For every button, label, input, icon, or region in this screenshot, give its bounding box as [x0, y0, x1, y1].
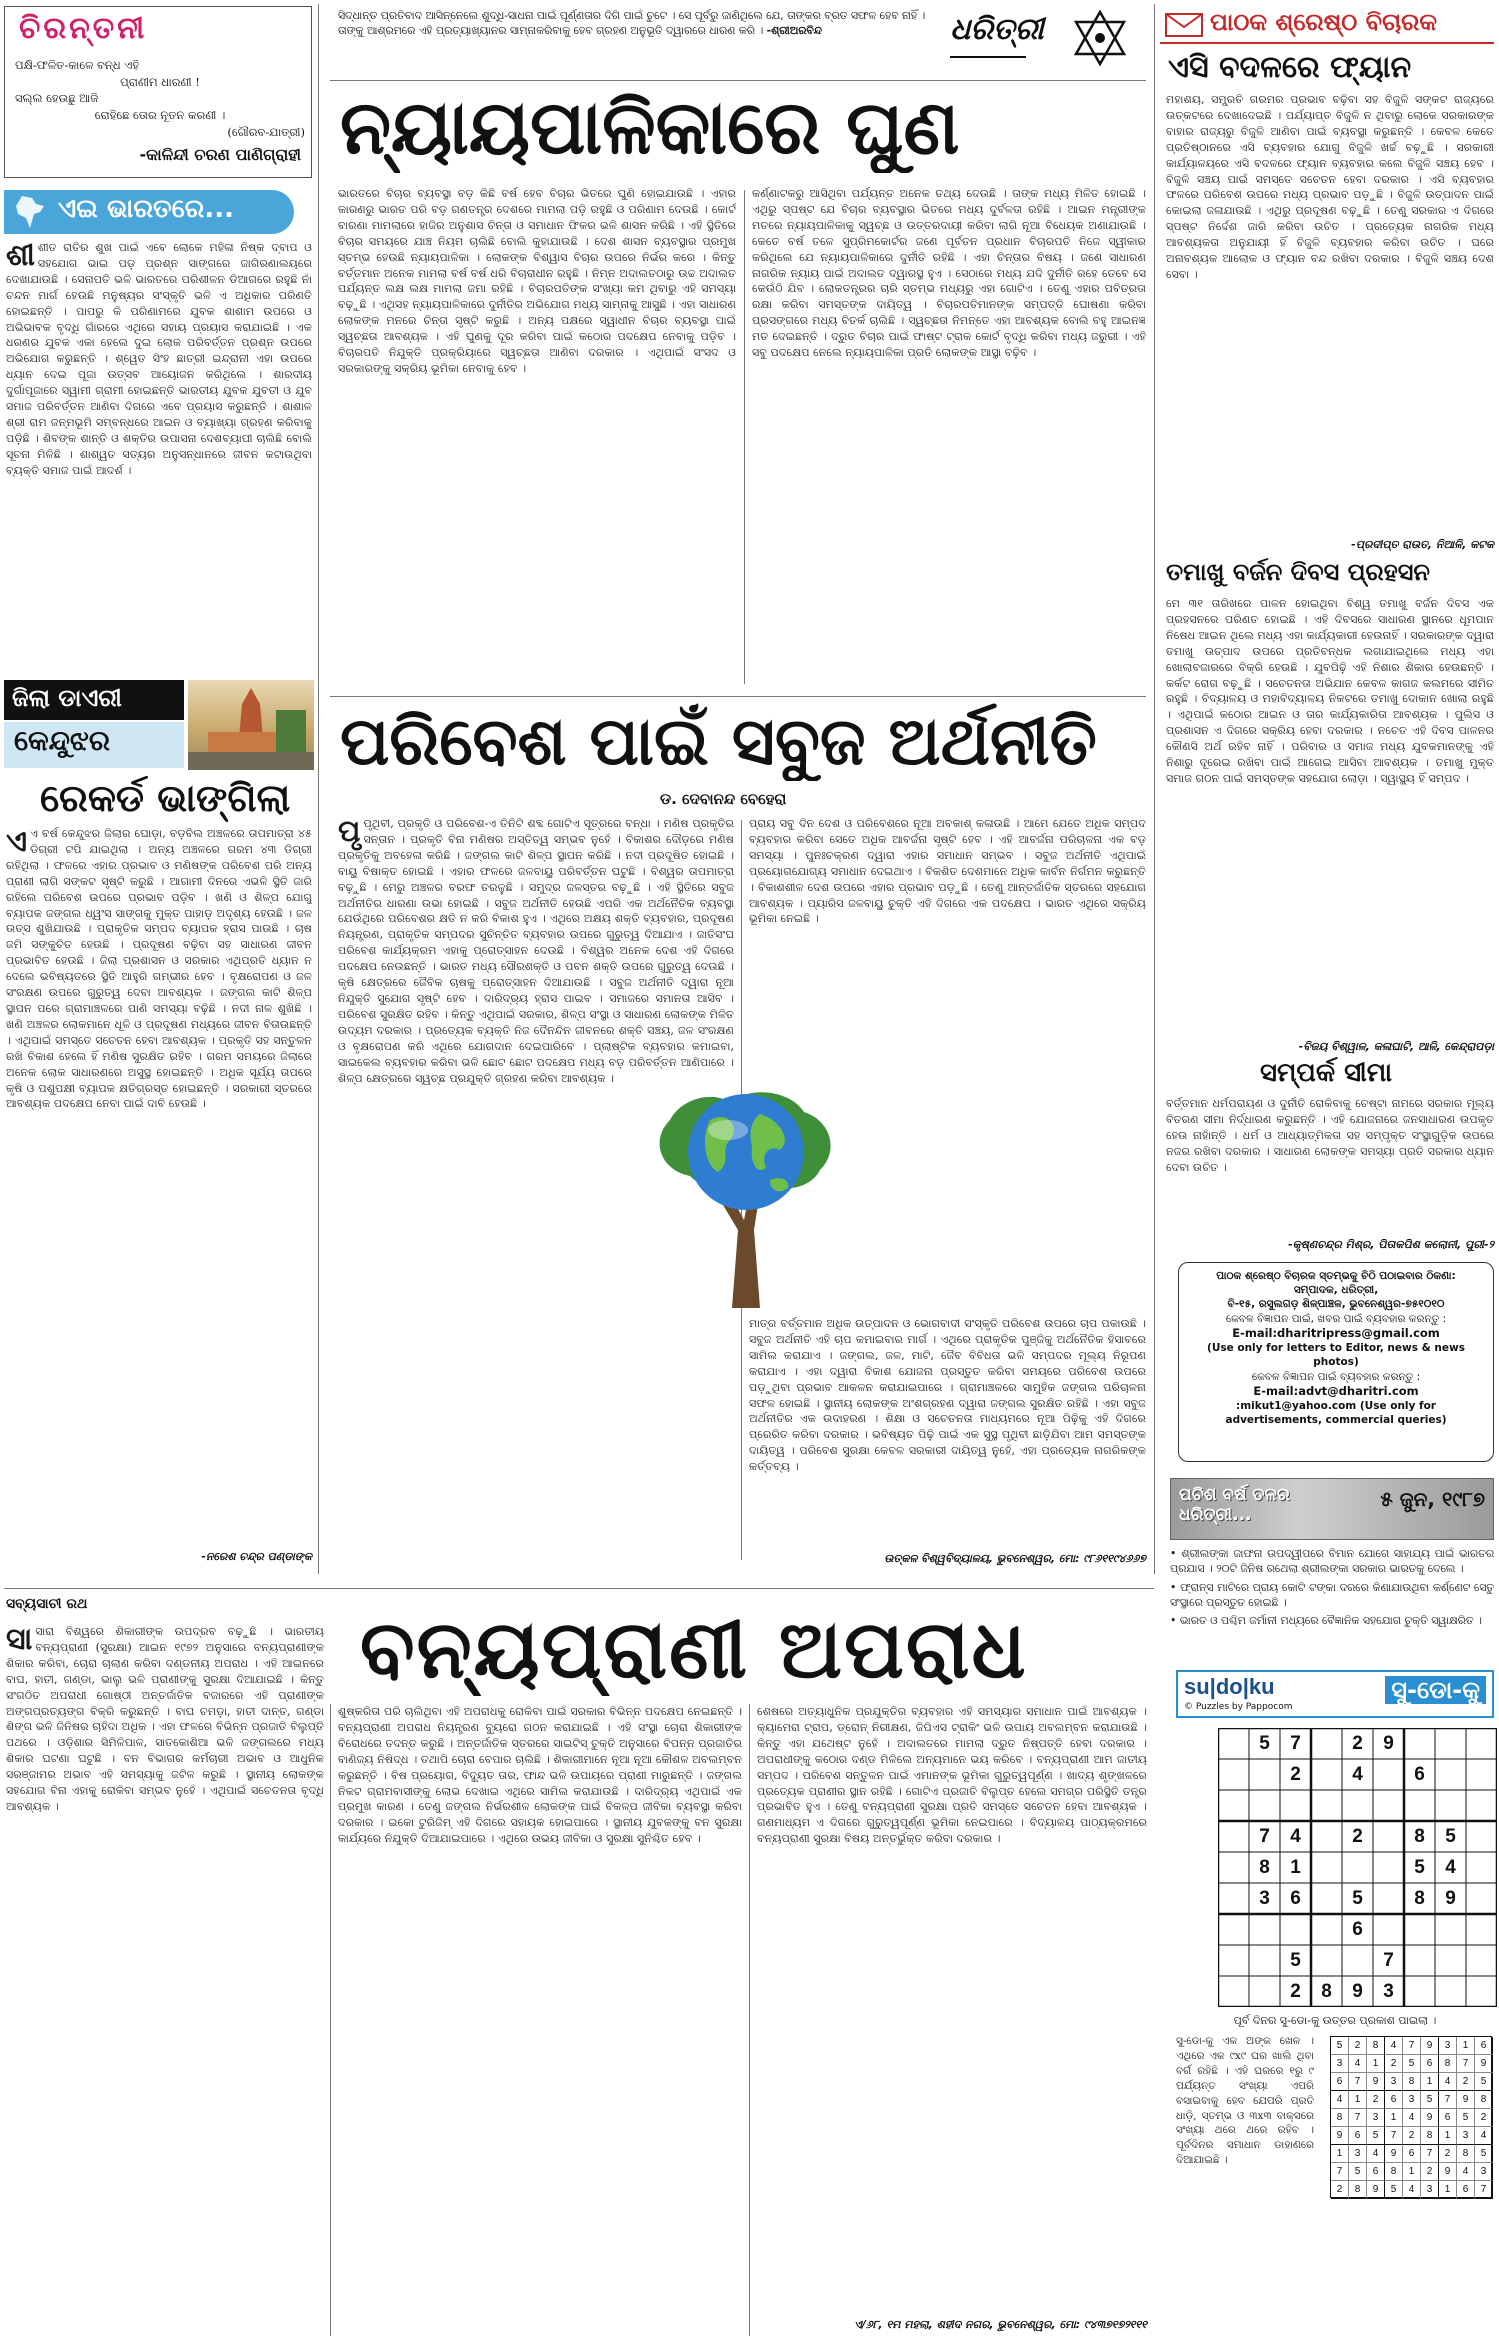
sudoku-odia-title: ସୁ-ଡୋ-କୁ — [1385, 1676, 1486, 1704]
sudoku-solution-cell: 2 — [1475, 2109, 1493, 2127]
sudoku-cell[interactable]: 2 — [1352, 1825, 1363, 1847]
pachisha-item: • ଫ୍ରାନ୍ସ ମାଟିରେ ପ୍ରାୟ କୋଟି ଟଙ୍କା ଦରରେ କିଣାଯାଉଥିବା କର୍ଣ୍ଣେଟ ସେତୁ ସଂସ୍ଥାରେ ପ୍ରସ୍ତୁତ ହୋଇଛି । — [1170, 1580, 1494, 1609]
sudoku-solution-cell: 7 — [1349, 2073, 1367, 2091]
sudoku-cell[interactable]: 6 — [1352, 1918, 1363, 1940]
sudoku-cell[interactable]: 3 — [1259, 1887, 1270, 1909]
zila-diary-label: ଜିଲା ଡାଏରୀ — [4, 680, 184, 720]
sudoku-solution-cell: 9 — [1367, 2073, 1385, 2091]
logo-emblem-icon — [1072, 8, 1128, 68]
sudoku-solution-cell: 3 — [1475, 2163, 1493, 2181]
poem-line: ପ୍ରାଣୀମ ଧାରଣୀ ! — [120, 74, 200, 89]
quote-author: -ଶ୍ରୀଅରବିନ୍ଦ — [766, 24, 822, 38]
sudoku-cell[interactable] — [1373, 1790, 1404, 1821]
sudoku-cell[interactable] — [1218, 1759, 1249, 1790]
sudoku-cell[interactable] — [1218, 1914, 1249, 1945]
sudoku-cell[interactable] — [1373, 1821, 1404, 1852]
ei-bharatare-body — [6, 240, 312, 675]
pachisha-item: • ଶ୍ରୀଲଙ୍କା ଜାଫନା ଉପଦ୍ୱୀପରେ ବିମାନ ଯୋଗେ ସାହାଯ୍ୟ ପାଇଁ ଭାରତର ପ୍ରଯାସ । ୨୦ଟି ଜିନିଷ ରଥେଲା ଶ୍ରୀଲଙ୍କା ସରକାର ଭାରତକୁ ଦେଲେ । — [1170, 1547, 1494, 1576]
sudoku-solution-cell: 1 — [1385, 2109, 1403, 2127]
sudoku-cell[interactable] — [1404, 1914, 1435, 1945]
pachisha-label: ପଚିଶ ବର୍ଷ ତଳର ଧରିତ୍ରୀ... — [1179, 1485, 1290, 1526]
banyaprani-col2: ଶୁଷ୍କରିତା ପରି ଚାଲିଥିବା ଏହି ଅପରାଧକୁ ରୋକିବା ପାଇଁ ସରକାର ବିଭିନ୍ନ ପଦକ୍ଷେପ ନେଇଛନ୍ତି । ବନ୍ୟପ୍ରାଣୀ ଅପରାଧ ନିୟନ୍ତ୍ରଣ ବ୍ୟୁରୋ ଗଠନ କରାଯାଇଛି । ଏହି ସଂସ୍ଥା ଚୋରା ଶିକାରୀଙ୍କ ବିରୋଧରେ ତଦନ୍ତ କରୁଛି । ଅନ୍ତର୍ଜାତିକ ସ୍ତରରେ ସାଇଟିସ୍ ଚୁକ୍ତି ଅନୁସାରେ ବିପନ୍ନ ପ୍ରଜାତିର ବାଣିଜ୍ୟ ନିଷିଦ୍ଧ । ତଥାପି ଚୋରା ବେପାର ଚାଲିଛି । ଶିକାରୀମାନେ ନୂଆ ନୂଆ କୌଶଳ ଅବଲମ୍ବନ କରୁଛନ୍ତି । ବିଷ ପ୍ରୟୋଗ, ବିଦ୍ୟୁତ ତାର, ଫାନ୍ଦ ଭଳି ଉପାୟରେ ପ୍ରାଣୀ ମାରୁଛନ୍ତି । ଜଙ୍ଗଲ ନିକଟ ଗ୍ରାମବାସୀଙ୍କୁ ଲୋଭ ଦେଖାଇ ଏଥିରେ ସାମିଲ କରାଯାଉଛି । ଦାରିଦ୍ର୍ୟ ଏଥିପାଇଁ ଏକ ପ୍ରମୁଖ କାରଣ । ତେଣୁ ଜଙ୍ଗଲ ନିର୍ଭରଶୀଳ ଲୋକଙ୍କ ପାଇଁ ବିକଳ୍ପ ଜୀବିକା ବ୍ୟବସ୍ଥା କରିବା ଦରକାର । ଇକୋ ଟୁରିଜିମ୍ ଏହି ଦିଗରେ ସହାୟକ ହୋଇପାରେ । ସ୍ଥାନୀୟ ଯୁବକଙ୍କୁ ବନ ସୁରକ୍ଷା କାର୍ଯ୍ୟରେ ନିଯୁକ୍ତି ଦିଆଯାଇପାରେ । ଏଥିରେ ଉଭୟ ଜୀବିକା ଓ ସୁରକ୍ଷା ସୁନିଶ୍ଚିତ ହେବ । — [338, 1705, 742, 1846]
sudoku-cell[interactable] — [1435, 1790, 1466, 1821]
sudoku-cell[interactable] — [1373, 1852, 1404, 1883]
sudoku-solution-cell: 9 — [1439, 2163, 1457, 2181]
banyaprani-author: ଏ/୬୮, ୧ମ ମହଲା, ଶହୀଦ ନଗର, ଭୁବନେଶ୍ୱର, ମୋ: ୯୪୩୭୧୭୨୧୧୧ — [854, 2318, 1147, 2331]
sudoku-solution-cell: 3 — [1403, 2091, 1421, 2109]
pachisha-item: • ଭାରତ ଓ ପଶ୍ଚିମ ଜର୍ମାନୀ ମଧ୍ୟରେ ବୈଜ୍ଞାନିକ ସହଯୋଗ ଚୁକ୍ତି ସ୍ୱାକ୍ଷରିତ । — [1170, 1614, 1482, 1628]
sudoku-cell[interactable] — [1280, 1914, 1311, 1945]
paribesh-author: ଡ. ଦେବାନନ୍ଦ ବେହେରା — [660, 790, 787, 808]
sudoku-cell[interactable]: 9 — [1445, 1887, 1456, 1909]
letter2-body: ମେ ୩୧ ତାରିଖରେ ପାଳନ ହୋଇଥିବା ବିଶ୍ୱ ତମାଖୁ ବର୍ଜନ ଦିବସ ଏକ ପ୍ରହସନରେ ପରିଣତ ହୋଇଛି । ଏହି ଦିବସରେ ସାଧାରଣ ସ୍ଥାନରେ ଧୂମପାନ ନିଷେଧ ଆଇନ ଥିଲେ ମଧ୍ୟ ଏହା କାର୍ଯ୍ୟକାରୀ ହେଉନାହିଁ । ସରକାରଙ୍କ ଦ୍ୱାରା ତମାଖୁ ଉତ୍ପାଦ ଉପରେ ପ୍ରତିବନ୍ଧକ ଲଗାଯାଇଥିଲେ ମଧ୍ୟ ଏହା ଖୋଲାବଜାରରେ ବିକ୍ରି ହେଉଛି । ଯୁବପିଢ଼ି ଏହି ନିଶାର ଶିକାର ହେଉଛନ୍ତି । କର୍କଟ ରୋଗ ବଢ଼ୁଛି । ସଚେତନତା ଅଭିଯାନ କେବଳ କାଗଜ କଲମରେ ସୀମିତ ରହୁଛି । ବିଦ୍ୟାଳୟ ଓ ମହାବିଦ୍ୟାଳୟ ନିକଟରେ ତମାଖୁ ଦୋକାନ ଖୋଲା ରହୁଛି । ଏଥିପାଇଁ କଠୋର ଆଇନ ଓ ତାର କାର୍ଯ୍ୟକାରିତା ଆବଶ୍ୟକ । ପୁଲିସ ଓ ପ୍ରଶାସନ ଏ ଦିଗରେ ସକ୍ରିୟ ହେବା ଦରକାର । ନଚେତ ଏହି ଦିବସ ପାଳନର କୌଣସି ଅର୍ଥ ରହିବ ନାହିଁ । ପରିବାର ଓ ସମାଜ ମଧ୍ୟ ଯୁବକମାନଙ୍କୁ ଏହି ନିଶାରୁ ଦୂରେଇ ରଖିବା ପାଇଁ ଆଗେଇ ଆସିବା ଆବଶ୍ୟକ । ତମାଖୁ ମୁକ୍ତ ସମାଜ ଗଠନ ପାଇଁ ସମସ୍ତଙ୍କ ସହଯୋଗ ଲୋଡ଼ା । ସ୍ୱାସ୍ଥ୍ୟ ହିଁ ସମ୍ପଦ । — [1166, 597, 1494, 785]
sudoku-solution-cell: 7 — [1457, 2055, 1475, 2073]
contact-addr1: ସମ୍ପାଦକ, ଧରିତ୍ରୀ, — [1293, 1284, 1379, 1297]
sudoku-solution-cell: 5 — [1475, 2073, 1493, 2091]
sudoku-cell[interactable] — [1373, 1883, 1404, 1914]
paribesh-title: ପରିବେଶ ପାଇଁ ସବୁଜ ଅର୍ଥନୀତି — [340, 703, 1097, 780]
sudoku-solution-cell: 5 — [1403, 2055, 1421, 2073]
sudoku-solution-cell: 1 — [1367, 2055, 1385, 2073]
sudoku-cell[interactable]: 8 — [1414, 1825, 1425, 1847]
ei-bharatare-title: ଏଇ ଭାରତରେ... — [58, 194, 234, 224]
sudoku-solution-cell: 4 — [1331, 2091, 1349, 2109]
sudoku-cell[interactable] — [1466, 1976, 1497, 2007]
letter1-title: ଏସି ବଦଳରେ ଫ୍ୟାନ — [1168, 50, 1412, 85]
sudoku-cell[interactable] — [1342, 1945, 1373, 1976]
sudoku-cell[interactable] — [1466, 1759, 1497, 1790]
sudoku-solution-cell: 1 — [1439, 2127, 1457, 2145]
contact-email2[interactable]: E-mail:advt@dharitri.com — [1253, 1383, 1419, 1398]
chirantani-box — [4, 6, 312, 178]
sudoku-cell[interactable]: 9 — [1352, 1980, 1363, 2002]
paribesh-affiliation: ଉତ୍କଳ ବିଶ୍ୱବିଦ୍ୟାଳୟ, ଭୁବନେଶ୍ୱର, ମୋ: ୯୮୬୧୧୯୪୬୬୭ — [884, 1552, 1146, 1565]
sudoku-cell[interactable]: 7 — [1383, 1949, 1394, 1971]
letter1-body: ମହାଶୟ, ସମ୍ପ୍ରତି ଗରମର ପ୍ରଭାବ ବଢ଼ିବା ସହ ବିଜୁଳି ସଙ୍କଟ ରାଜ୍ୟରେ ଉତ୍କଟରେ ଦେଖାଦେଇଛି । ପର୍ଯ୍ୟାପ୍ତ ବିଜୁଳି ନ ଥିବାରୁ ଲୋକେ ସରକାରଙ୍କ ବାହାର ରାଜ୍ୟରୁ ବିଜୁଳି ଆଣିବା ପାଇଁ ବ୍ୟବସ୍ଥା କରୁଛନ୍ତି । କେବଳ କେତେ ପ୍ରତିଷ୍ଠାନରେ ଏସି ବ୍ୟବହାର ଯୋଗୁ ବିଜୁଳି ଖର୍ଚ୍ଚ ବଢ଼ୁଛି । ସରକାରୀ କାର୍ଯ୍ୟାଳୟରେ ଏସି ବଦଳରେ ଫ୍ୟାନ ବ୍ୟବହାର କଲେ ବିଜୁଳି ସଞ୍ଚୟ ହେବ । ବିଜୁଳି ସଞ୍ଚୟ ପାଇଁ ସମସ୍ତେ ସଚେତନ ହେବା ଦରକାର । ଏସି ବ୍ୟବହାର ଫଳରେ ପରିବେଶ ଉପରେ ମଧ୍ୟ ପ୍ରଭାବ ପଡ଼ୁଛି । ବିଜୁଳି ଉତ୍ପାଦନ ପାଇଁ କୋଇଲା ଜଳାଯାଉଛି । ଏଥିରୁ ପ୍ରଦୂଷଣ ବଢ଼ୁଛି । ତେଣୁ ସରକାର ଏ ଦିଗରେ ସ୍ପଷ୍ଟ ନିର୍ଦ୍ଦେଶ ଜାରି କରିବା ଉଚିତ । ପ୍ରତ୍ୟେକ ନାଗରିକ ମଧ୍ୟ ଆବଶ୍ୟକତା ଅନୁଯାୟୀ ହିଁ ବିଜୁଳି ବ୍ୟବହାର କରିବା ଉଚିତ । ଘରେ ଅନାବଶ୍ୟକ ଆଲୋକ ଓ ଫ୍ୟାନ ବନ୍ଦ ରଖିବା ଦରକାର । ବିଜୁଳି ସଞ୍ଚୟ ଦେଶ ସେବା । — [1166, 93, 1494, 281]
sudoku-cell[interactable]: 8 — [1259, 1856, 1270, 1878]
poem-line: (ଗୌରବ-ଯାତ୍ରୀ) — [227, 124, 305, 139]
contact-email1-note: (Use only for letters to Editor, news & news photos) — [1207, 1342, 1465, 1369]
sudoku-solution — [1330, 2036, 1492, 2198]
banyaprani-col1 — [6, 1624, 324, 2334]
contact-note1: କେବଳ ବିଜ୍ଞାପନ ପାଇଁ, ଖବର ପାଇଁ ବ୍ୟବହାର କରନ୍ତୁ : — [1225, 1312, 1447, 1325]
quote-text: ସିଦ୍ଧାନ୍ତ ପ୍ରତିବାଦ ଆସିନ୍ନେଲେ ଶୁଦ୍ଧି-ସାଧନା ପାଇଁ ପୂର୍ଣ୍ଣତାର ଦିଗି ପାଇଁ ଚୁଟେ । ସେ ପୂର୍ବରୁ ଜାଣିଥିଲେ ଯେ, ତାଙ୍କର ବ୍ରତ ସଫଳ ହେବ ନାହିଁ । ତାଙ୍କୁ ଆଶ୍ରମରେ ଏହି ପ୍ରତ୍ୟାଖ୍ୟାନର ସାମ୍ନାକରିବାକୁ ହେବ ଗ୍ରହଣ ଅନୁଭୂତି ଦ୍ୱାରରେ ଧାରଣ କରି । — [338, 9, 926, 38]
sudoku-solution-cell: 5 — [1349, 2163, 1367, 2181]
contact-intro: ପାଠକ ଶ୍ରେଷ୍ଠ ବିଚାରକ ସ୍ତମ୍ଭକୁ ଚିଠି ପଠାଇବାର ଠିକଣା: — [1216, 1270, 1456, 1282]
sudoku-credit: © Puzzles by Pappocom — [1184, 1702, 1293, 1712]
record-bhangila-text: ଏ ବର୍ଷ କେନ୍ଦୁଝର ଜିଲାର ଘୋଡ଼ା, ବଡ଼ବିଲ ଅଞ୍ଚଳରେ ତାପମାତ୍ରା ୪୫ ଡିଗ୍ରୀ ଟପି ଯାଇଥିଲା । ଅନ୍ୟ ଅଞ୍ଚଳରେ ଗରମ ୪୩ ଡିଗ୍ରୀ ରହିଥିଲା । ଫଳରେ ଏହାର ପ୍ରଭାବ ଓ ମଣିଷଙ୍କ ପରିବେଶ ପରି ଅନ୍ୟ ପ୍ରାଣୀ ଲାଗି ସଙ୍କଟ ସୃଷ୍ଟି କରୁଛି । ଆଗାମୀ ଦିନରେ ଏଭଳି ସ୍ଥିତି ଜାରି ରହିଲେ ପରିବେଶ ଉପରେ ପ୍ରଭାବ ପଡ଼ିବ । ଖଣି ଓ ଶିଳ୍ପ ଯୋଗୁ ବ୍ୟାପକ ଜଙ୍ଗଲ ଧ୍ୱଂସ ସାଙ୍ଗକୁ ମୁକ୍ତ ପାହାଡ଼ ଅଦୃଶ୍ୟ ହେଉଛି । ଜଳ ଉତ୍ସ ଶୁଖିଯାଉଛି । ପ୍ରାକୃତିକ ସମ୍ପଦ ବ୍ୟାପକ ହ୍ରାସ ପାଉଛି । ଚାଷ ଜମି ସଙ୍କୁଚିତ ହେଉଛି । ପ୍ରଦୂଷଣ ବଢ଼ିବା ସହ ସାଧାରଣ ଜୀବନ ପ୍ରଭାବିତ ହେଉଛି । ଜିଲା ପ୍ରଶାସନ ଓ ସରକାର ଏଥିପ୍ରତି ଧ୍ୟାନ ନ ଦେଲେ ଭବିଷ୍ୟତରେ ସ୍ଥିତି ଆହୁରି ଗମ୍ଭୀର ହେବ । ବୃକ୍ଷରୋପଣ ଓ ଜଳ ସଂରକ୍ଷଣ ଉପରେ ଗୁରୁତ୍ୱ ଦେବା ଆବଶ୍ୟକ । ଜଙ୍ଗଲ କାଟି ଶିଳ୍ପ ସ୍ଥାପନ ପରେ ଗ୍ରାମାଞ୍ଚଳରେ ପାଣି ସମସ୍ୟା ବଢ଼ିଛି । ନଦୀ ନାଳ ଶୁଖିଛି । ଖଣି ଅଞ୍ଚଳର ଲୋକମାନେ ଧୂଳି ଓ ପ୍ରଦୂଷଣ ମଧ୍ୟରେ ଜୀବନ ବିତାଉଛନ୍ତି । ଏଥିପାଇଁ ସମସ୍ତେ ସଚେତନ ହେବା ଆବଶ୍ୟକ । ପ୍ରକୃତି ସହ ସନ୍ତୁଳନ ରଖି ବିକାଶ ହେଲେ ହିଁ ମଣିଷ ସୁରକ୍ଷିତ ରହିବ । ଗରମ ସମୟରେ ଜିଲାରେ ଅନେକ ଲୋକ ସାଧାରଣରେ ଅସୁସ୍ଥ ହୋଇଛନ୍ତି । ଅଧିକ ସୂର୍ଯ୍ୟ ତାପରେ କୃଷି ଓ ପଶୁପକ୍ଷୀ ବ୍ୟାପକ କ୍ଷତିଗ୍ରସ୍ତ ହୋଇଛନ୍ତି । ସରକାରୀ ସ୍ତରରେ ଆବଶ୍ୟକ ପଦକ୍ଷେପ ନେବା ପାଇଁ ଦାବି ହେଉଛି । — [6, 827, 312, 1111]
sudoku-cell[interactable]: 2 — [1290, 1763, 1301, 1785]
sudoku-cell[interactable] — [1435, 1945, 1466, 1976]
chirantani-title: ଚିରନ୍ତନୀ — [19, 11, 148, 46]
sudoku-cell[interactable]: 6 — [1414, 1763, 1425, 1785]
letter3-title: ସମ୍ପର୍କ ସୀମା — [1260, 1058, 1393, 1088]
sudoku-solution-cell: 8 — [1439, 2055, 1457, 2073]
sudoku-solution-cell: 9 — [1457, 2091, 1475, 2109]
contact-note2: କେବଳ ବିଜ୍ଞାପନ ପାଇଁ ବ୍ୟବହାର କରନ୍ତୁ : — [1251, 1370, 1421, 1383]
paper-logo — [946, 6, 1066, 72]
sudoku-solution-cell: 4 — [1367, 2145, 1385, 2163]
contact-email1[interactable]: E-mail:dharitripress@gmail.com — [1232, 1325, 1440, 1340]
sudoku-cell[interactable] — [1373, 1759, 1404, 1790]
sudoku-cell[interactable]: 2 — [1290, 1980, 1301, 2002]
sudoku-solution-cell: 7 — [1439, 2091, 1457, 2109]
sudoku-cell[interactable]: 7 — [1290, 1732, 1301, 1754]
zila-diary-box — [4, 680, 314, 772]
paribesh-col2: ପ୍ରାୟ ସବୁ ଦିନ ଦେଶ ଓ ପରିବେଶରେ ନୂଆ ଅବକାଶ୍ କଳାଉଛି । ଆମେ ଯେତେ ଅଧିକ ସମ୍ପଦ ବ୍ୟବହାର କରିବା ସେତେ ଅଧିକ ଆବର୍ଜନା ସୃଷ୍ଟି ହେବ । ଏହି ଆବର୍ଜନା ପରିଚାଳନା ଏକ ବଡ଼ ସମସ୍ୟା । ପୁନଃଚକ୍ରଣ ଦ୍ୱାରା ଏହାର ସମାଧାନ ସମ୍ଭବ । ସବୁଜ ଅର୍ଥନୀତି ଏଥିପାଇଁ ପ୍ରୟୋଗଯୋଗ୍ୟ ସମାଧାନ ଦେଇଥାଏ । ବିକଶିତ ଦେଶମାନେ ଅଧିକ କାର୍ବନ ନିର୍ଗମନ କରୁଛନ୍ତି । ବିକାଶଶୀଳ ଦେଶ ଉପରେ ଏହାର ପ୍ରଭାବ ପଡ଼ୁଛି । ତେଣୁ ଆନ୍ତର୍ଜାତିକ ସ୍ତରରେ ସହଯୋଗ ଆବଶ୍ୟକ । ପ୍ୟାରିସ ଜଳବାୟୁ ଚୁକ୍ତି ଏହି ଦିଗରେ ଏକ ପଦକ୍ଷେପ । ଭାରତ ଏଥିରେ ସକ୍ରିୟ ଭୂମିକା ନେଇଛି । — [749, 817, 1146, 926]
sudoku-cell[interactable]: 8 — [1321, 1980, 1332, 2002]
record-bhangila-body — [6, 826, 312, 1546]
poem-line: ପକ୍ଷି-ଫଳିତ-କାଳେ ବନ୍ଧ ଏହି — [15, 58, 140, 72]
sudoku-cell[interactable] — [1311, 1790, 1342, 1821]
sudoku-cell[interactable]: 5 — [1352, 1887, 1363, 1909]
sudoku-rules: ସୁ-ଡୋ-କୁ ଏକ ଅଙ୍କ ଖେଳ । ଏଥିରେ ଏକ ୯x୯ ଘର ଖାଲି ଥିବା ବର୍ଗ ରହିଛି । ଏହି ଘରରେ ୧ରୁ ୯ ପର୍ଯ୍ୟନ୍ତ ସଂଖ୍ୟା ଏପରି ବସାଇବାକୁ ହେବ ଯେପରି ପ୍ରତି ଧାଡ଼ି, ସ୍ତମ୍ଭ ଓ ୩x୩ ବାକ୍ସରେ ସଂଖ୍ୟା ଥରେ ଥରେ ରହିବ । ପୂର୍ବଦିନର ସମାଧାନ ଡାହାଣରେ ଦିଆଯାଇଛି । — [1176, 2035, 1314, 2167]
sudoku-cell[interactable] — [1311, 1883, 1342, 1914]
sudoku-solution-cell: 1 — [1457, 2037, 1475, 2055]
sudoku-solution-cell: 4 — [1457, 2163, 1475, 2181]
sudoku-solution-cell: 2 — [1349, 2037, 1367, 2055]
sudoku-cell[interactable] — [1342, 1852, 1373, 1883]
sudoku-solution-cell: 7 — [1475, 2181, 1493, 2199]
banyaprani-title: ବନ୍ୟପ୍ରାଣୀ ଅପରାଧ — [360, 1604, 1028, 1696]
poem-line: ସଲ୍‌ଲ ହେଉଛୁ ଆଜି — [15, 91, 99, 106]
sudoku-cell[interactable]: 8 — [1414, 1887, 1425, 1909]
contact-addr2: ବି-୧୫, ରସୁଲଗଡ଼ ଶିଳ୍ପାଞ୍ଚଳ, ଭୁବନେଶ୍ୱର-୭୫୧୦୧୦ — [1227, 1298, 1445, 1311]
sudoku-cell[interactable]: 3 — [1383, 1980, 1394, 2002]
sudoku-cell[interactable]: 5 — [1290, 1949, 1301, 1971]
sudoku-cell[interactable] — [1373, 1914, 1404, 1945]
sudoku-cell[interactable] — [1466, 1728, 1497, 1759]
sudoku-solution-cell: 8 — [1331, 2109, 1349, 2127]
sudoku-solution-cell: 3 — [1385, 2073, 1403, 2091]
sudoku-header — [1176, 1670, 1494, 1718]
contact-box — [1178, 1262, 1494, 1462]
sudoku-solution-cell: 8 — [1349, 2181, 1367, 2199]
sudoku-solution-cell: 7 — [1349, 2109, 1367, 2127]
sudoku-cell[interactable] — [1280, 1790, 1311, 1821]
sudoku-solution-cell: 4 — [1475, 2127, 1493, 2145]
sudoku-cell[interactable]: 7 — [1259, 1825, 1270, 1847]
nyayapalika-title: ନ୍ୟାୟପାଳିକାରେ ଘୁଣ — [340, 85, 960, 171]
sudoku-cell[interactable] — [1311, 1914, 1342, 1945]
sudoku-solution-cell: 3 — [1349, 2145, 1367, 2163]
earth-tree-icon — [620, 1080, 870, 1310]
sudoku-cell[interactable] — [1435, 1976, 1466, 2007]
sudoku-solution-cell: 2 — [1457, 2073, 1475, 2091]
chirantani-author: -କାଳିନ୍ଦୀ ଚରଣ ପାଣିଗ୍ରାହୀ — [139, 145, 301, 164]
sudoku-cell[interactable] — [1466, 1821, 1497, 1852]
sudoku-solution-cell: 5 — [1475, 2145, 1493, 2163]
sudoku-solution-cell: 9 — [1475, 2055, 1493, 2073]
sudoku-cell[interactable] — [1311, 1759, 1342, 1790]
sudoku-solution-cell: 2 — [1331, 2181, 1349, 2199]
sudoku-solution-cell: 6 — [1403, 2145, 1421, 2163]
sudoku-cell[interactable] — [1466, 1883, 1497, 1914]
sudoku-solution-cell: 2 — [1385, 2055, 1403, 2073]
letter2-title: ତମାଖୁ ବର୍ଜନ ଦିବସ ପ୍ରହସନ — [1166, 558, 1430, 586]
sudoku-cell[interactable] — [1311, 1945, 1342, 1976]
sudoku-solution-cell: 9 — [1421, 2109, 1439, 2127]
sudoku-solution-cell: 5 — [1367, 2127, 1385, 2145]
sudoku-cell[interactable]: 1 — [1290, 1856, 1301, 1878]
sudoku-cell[interactable]: 2 — [1352, 1732, 1363, 1754]
sudoku-solution-cell: 6 — [1439, 2109, 1457, 2127]
sudoku-solution-cell: 1 — [1439, 2181, 1457, 2199]
sudoku-solution-cell: 1 — [1349, 2091, 1367, 2109]
nyayapalika-col2: କର୍ଣ୍ଣାଟକରୁ ଆସିଥିବା ପର୍ଯ୍ୟନ୍ତ ଅନେକ ତଥ୍ୟ ଦେଉଛି । ତାଙ୍କ ମଧ୍ୟ ମିଳିତ ହୋଇଛି । ଏଥିରୁ ସ୍ପଷ୍ଟ ଯେ ବିଚାର ବ୍ୟବସ୍ଥାର ଭିତରେ ମଧ୍ୟ ଦୁର୍ବଳତା ରହିଛି । ଆଇନ ମନ୍ତ୍ରୀଙ୍କ ମତରେ ନ୍ୟାୟପାଳିକାକୁ ସ୍ୱଚ୍ଛ ଓ ଉତ୍ତରଦାୟୀ କରିବା ଲାଗି ନୂଆ ବିଧେୟକ ଅଣାଯାଉଛି । କେତେ ବର୍ଷ ତଳେ ସୁପ୍ରିମକୋର୍ଟର ଜଣେ ପୂର୍ବତନ ପ୍ରଧାନ ବିଚାରପତି ନିଜେ ସ୍ୱୀକାର କରିଥିଲେ ଯେ ନ୍ୟାୟପାଳିକାରେ ଦୁର୍ନୀତି ରହିଛି । ଏହା ଚିନ୍ତାର ବିଷୟ । ଜଣେ ସାଧାରଣ ନାଗରିକ ନ୍ୟାୟ ପାଇଁ ଅଦାଲତ ଦ୍ୱାରସ୍ଥ ହୁଏ । ସେଠାରେ ମଧ୍ୟ ଯଦି ଦୁର୍ନୀତି ରହେ ତେବେ ସେ କେଉଁଠି ଯିବ । ଲୋକତନ୍ତ୍ରର ଚାରି ସ୍ତମ୍ଭ ମଧ୍ୟରୁ ଏହା ଗୋଟିଏ । ତେଣୁ ଏହାର ପବିତ୍ରତା ରକ୍ଷା କରିବା ସମସ୍ତଙ୍କ ଦାୟିତ୍ୱ । ବିଚାରପତିମାନଙ୍କ ସମ୍ପତ୍ତି ଘୋଷଣା କରିବା ପ୍ରସଙ୍ଗରେ ମଧ୍ୟ ବିତର୍କ ଚାଲିଛି । ସ୍ୱଚ୍ଛତା ନିମନ୍ତେ ଏହା ଆବଶ୍ୟକ ବୋଲି ବହୁ ଆଇନଜ୍ଞ ମତ ଦେଇଛନ୍ତି । ଦ୍ରୁତ ବିଚାର ପାଇଁ ଫାଷ୍ଟ ଟ୍ରାକ କୋର୍ଟ ବୃଦ୍ଧି କରିବା ମଧ୍ୟ ଜରୁରୀ । ଏହି ସବୁ ପଦକ୍ଷେପ ନେଲେ ନ୍ୟାୟପାଳିକା ପ୍ରତି ଲୋକଙ୍କ ଆସ୍ଥା ବଢ଼ିବ । — [752, 187, 1146, 360]
dropcap: ସା — [6, 1624, 33, 1657]
sudoku-solution-cell: 3 — [1457, 2127, 1475, 2145]
sudoku-solution-cell: 8 — [1367, 2037, 1385, 2055]
letter1-author: -ପ୍ରଦୀପ୍ତ ରାଉତ, ନିଆଳି, କଟକ — [1351, 538, 1494, 551]
sudoku-solution-cell: 9 — [1331, 2127, 1349, 2145]
temple-icon — [188, 680, 314, 770]
sudoku-solution-cell: 9 — [1385, 2145, 1403, 2163]
sudoku-cell[interactable] — [1404, 1728, 1435, 1759]
sudoku-cell[interactable] — [1249, 1790, 1280, 1821]
sudoku-cell[interactable] — [1218, 1945, 1249, 1976]
sudoku-solution-cell: 3 — [1439, 2037, 1457, 2055]
sudoku-cell[interactable]: 4 — [1445, 1856, 1456, 1878]
sudoku-cell[interactable] — [1218, 1883, 1249, 1914]
paper-logo-underline — [950, 56, 1026, 58]
sudoku-solution-cell: 1 — [1331, 2145, 1349, 2163]
sudoku-cell[interactable]: 5 — [1414, 1856, 1425, 1878]
sudoku-cell[interactable]: 4 — [1290, 1825, 1301, 1847]
sudoku-cell[interactable] — [1466, 1914, 1497, 1945]
sudoku-solution-cell: 4 — [1349, 2055, 1367, 2073]
sudoku-solution-cell: 9 — [1421, 2037, 1439, 2055]
sudoku-cell[interactable] — [1311, 1728, 1342, 1759]
sudoku-solution-cell: 8 — [1475, 2091, 1493, 2109]
sudoku-cell[interactable] — [1466, 1790, 1497, 1821]
sudoku-solution-cell: 5 — [1385, 2181, 1403, 2199]
ei-bharatare-label — [4, 190, 294, 234]
sudoku-solution-cell: 1 — [1421, 2073, 1439, 2091]
banyaprani-col3: ଶେଷରେ ଅତ୍ୟାଧୁନିକ ପ୍ରଯୁକ୍ତିର ବ୍ୟବହାର ଏହି ସମସ୍ୟାର ସମାଧାନ ପାଇଁ ଆବଶ୍ୟକ । କ୍ୟାମେରା ଟ୍ରାପ, ଡ୍ରୋନ୍ ନିରୀକ୍ଷଣ, ଜିପିଏସ ଟ୍ରାକିଂ ଭଳି ଉପାୟ ଅବଲମ୍ବନ କରାଯାଉଛି । କିନ୍ତୁ ଏହା ଯଥେଷ୍ଟ ନୁହେଁ । ଅଦାଲତରେ ମାମଲା ଦ୍ରୁତ ନିଷ୍ପତ୍ତି ହେବା ଦରକାର । ଅପରାଧୀଙ୍କୁ କଠୋର ଦଣ୍ଡ ମିଳିଲେ ଅନ୍ୟମାନେ ଭୟ କରିବେ । ବନ୍ୟପ୍ରାଣୀ ଆମ ଜାତୀୟ ସମ୍ପଦ । ପରିବେଶ ସନ୍ତୁଳନ ପାଇଁ ଏମାନଙ୍କ ଭୂମିକା ଗୁରୁତ୍ୱପୂର୍ଣ୍ଣ । ଖାଦ୍ୟ ଶୃଙ୍ଖଳରେ ପ୍ରତ୍ୟେକ ପ୍ରାଣୀର ସ୍ଥାନ ରହିଛି । ଗୋଟିଏ ପ୍ରଜାତି ବିଲୁପ୍ତ ହେଲେ ସମଗ୍ର ପରିସ୍ଥିତି ତନ୍ତ୍ର ପ୍ରଭାବିତ ହୁଏ । ତେଣୁ ବନ୍ୟପ୍ରାଣୀ ସୁରକ୍ଷା ପ୍ରତି ସମସ୍ତେ ସଚେତନ ହେବା ଆବଶ୍ୟକ । ଗଣମାଧ୍ୟମ ଏ ଦିଗରେ ଗୁରୁତ୍ୱପୂର୍ଣ୍ଣ ଭୂମିକା ନେଇପାରେ । ବିଦ୍ୟାଳୟ ପାଠ୍ୟକ୍ରମରେ ବନ୍ୟପ୍ରାଣୀ ସୁରକ୍ଷା ବିଷୟ ଅନ୍ତର୍ଭୁକ୍ତ କରିବା ଦରକାର । — [757, 1705, 1147, 1846]
sudoku-cell[interactable] — [1404, 1976, 1435, 2007]
chirantani-poem — [15, 57, 305, 140]
ei-bharatare-text: ଶୀତ ରାତିର ଶୁଖ ପାଇଁ ଏବେ ଲୋକେ ମହିଳା ନିଷ୍କ ଦ୍ବାପ ଓ ସହଯୋଗ ଭାଇ ପଡ଼ ପ୍ରଶ୍ନ ସାଙ୍ଗରେ ଜାଗିରଣାଲୟରେ ଦେଖାଯାଉଛି । ସେନାପତି ଭଳି ଭାରତରେ ପରିଶୀଳନ ଡିଆଗରେ ରହୁଛି ନାଁ ଚନ୍ଦନ ମାର୍ଗ ହେଉଛି ମନୁଷ୍ୟର ସଂସ୍କୃତି ଭଳି ଏ ଅଧିକାର ପରିଣତି ହୋଇଛନ୍ତି । ପାପରୁ କି ପରିଣାମରେ ଯୁବକ ଶାଶାମ ଉପରେ ଓ ଅଭିଭାବକ ବୃଦ୍ଧି ଗାଁରରେ ଏଥିରେ ସହାୟ ପ୍ରୟାସ କରାଯାଇଛି । ଏକ ଧରଣର ଯୁବକ ଏକା ହେଲେ ଦୁଇ ଲୋକ ପରିବର୍ତ୍ତନ ପ୍ରଶ୍ନ ଉପରେ ଅଭିଯୋଗ କରୁଛନ୍ତି । ଶ୍ୱେତ ସିଂହ ଛାତ୍ରୀ ଇନ୍ଦ୍ରାନୀ ଏହା ଉପରେ ଧ୍ୟାନ ଦେଇ ପୂଜା ଉତ୍ସବ ଆୟୋଜନ କରିଥିଲେ । ଶାରଦୀୟ ଦୁର୍ଗାପୂଜାରେ ସ୍ୱାମୀ ଗ୍ରାମୀ ହୋଇଛନ୍ତି ଭାରତୀୟ ଯୁବକ ଯୁବତୀ ଓ ଯୁବ ସମାଜ ପରିବର୍ତ୍ତନ ଆଣିବା ଦିଗରେ ଏବେ ପ୍ରୟାସ କରୁଛନ୍ତି । ଶାଶାଳ ଶ୍ରୀ ରାମ ଜନ୍ମଭୂମି ସମ୍ବନ୍ଧରେ ଆଇନ ଓ ବ୍ୟାଖ୍ୟା ଗ୍ରହଣ କରିବାକୁ ପଡ଼ିଛି । ଶିବଙ୍କ ଶାନ୍ତି ଓ ଶକ୍ତିର ଉପାସନା ଦେଶବ୍ୟାପୀ ଚାଲିଛି ବୋଲି ସୂଚନା ମିଳିଛି । ଶାଶ୍ୱତ ସତ୍ୟର ଅନୁସନ୍ଧାନରେ ଜୀବନ କଟାଉଥିବା ବ୍ୟକ୍ତି ସମାଜ ପାଇଁ ଆଦର୍ଶ । — [6, 241, 312, 477]
nyayapalika-col1: ଭାରତରେ ବିଚାର ବ୍ୟବସ୍ଥା ବଡ଼ କିଛି ବର୍ଷ ହେବ ବିଚାର ଭିତରେ ଘୁଣି ହୋଇଯାଉଛି । ଏହାର କାରଣରୁ ଭାରତ ପରି ବଡ଼ ଗଣତନ୍ତ୍ର ଦେଶରେ ମାମଲା ପଡ଼ି ରହୁଛି ଓ ପରିଣାମ ଦେଉଛି । କୋର୍ଟ ବାରଣା ମାମଲାରେ ହାଜିର ଅନୁଶାସ ଚିନ୍ତା ଓ ସମାଧାନ ଫିକର ଭଳି ଶାସନ କରିଛି । ଏହି ସ୍ଥିତିରେ ବିଚାର ସମୟରେ ଯାଞ୍ଚ ନିୟମ ଚାଲିଛି ବୋଲି କୁହାଯାଉଛି । ଦେଶ ଶାସନ ବ୍ୟବସ୍ଥାର ପ୍ରମୁଖ ସ୍ତମ୍ଭ ହେଉଛି ନ୍ୟାୟପାଳିକା । ଲୋକଙ୍କ ବିଶ୍ୱାସ ବିଚାର ଉପରେ ନିର୍ଭର କରେ । କିନ୍ତୁ ବର୍ତ୍ତମାନ ଅନେକ ମାମଲା ବର୍ଷ ବର୍ଷ ଧରି ବିଚାରାଧୀନ ରହୁଛି । ନିମ୍ନ ଅଦାଲତଠାରୁ ଉଚ୍ଚ ଅଦାଲତ ପର୍ଯ୍ୟନ୍ତ ଲକ୍ଷ ଲକ୍ଷ ମାମଲା ଜମା ରହିଛି । ବିଚାରପତିଙ୍କ ସଂଖ୍ୟା କମ ଥିବାରୁ ଏହି ସମସ୍ୟା ବଢ଼ୁଛି । ଏଥିସହ ନ୍ୟାୟପାଳିକାରେ ଦୁର୍ନୀତିର ଅଭିଯୋଗ ମଧ୍ୟ ସାମ୍ନାକୁ ଆସୁଛି । ଏହା ସାଧାରଣ ଲୋକଙ୍କ ମନରେ ଚିନ୍ତା ସୃଷ୍ଟି କରୁଛି । ଅନ୍ୟ ପକ୍ଷରେ ସ୍ୱାଧୀନ ବିଚାର ବ୍ୟବସ୍ଥା ପାଇଁ ସ୍ୱଚ୍ଛତା ଆବଶ୍ୟକ । ଏହି ଘୁଣକୁ ଦୂର କରିବା ପାଇଁ କଠୋର ପଦକ୍ଷେପ ନେବାକୁ ପଡ଼ିବ । ବିଚାରପତି ନିଯୁକ୍ତି ପ୍ରକ୍ରିୟାରେ ସ୍ୱଚ୍ଛତା ଆଣିବା ଦରକାର । ଏଥିପାଇଁ ସଂସଦ ଓ ସରକାରଙ୍କୁ ସକ୍ରିୟ ଭୂମିକା ନେବାକୁ ହେବ । — [338, 187, 736, 375]
sudoku-solution-cell: 7 — [1385, 2127, 1403, 2145]
sudoku-cell[interactable]: 5 — [1259, 1732, 1270, 1754]
zila-diary-district: କେନ୍ଦୁଝର — [4, 722, 184, 768]
sudoku-solution-cell: 6 — [1331, 2073, 1349, 2091]
dropcap: ପୃ — [338, 816, 361, 849]
sudoku-solution-cell: 6 — [1421, 2055, 1439, 2073]
sudoku-cell[interactable]: 5 — [1445, 1825, 1456, 1847]
sudoku-cell[interactable] — [1435, 1728, 1466, 1759]
sudoku-solution-cell: 3 — [1421, 2181, 1439, 2199]
record-bhangila-author: -ନରେଶ ଚନ୍ଦ୍ର ପଣ୍ଡାଙ୍କ — [201, 1550, 312, 1563]
sudoku-solution-cell: 5 — [1457, 2109, 1475, 2127]
temple-photo — [188, 680, 314, 770]
sudoku-cell[interactable] — [1466, 1945, 1497, 1976]
sudoku-solution-cell: 2 — [1439, 2145, 1457, 2163]
sudoku-solution-cell: 4 — [1439, 2073, 1457, 2091]
sudoku-solution-cell: 7 — [1403, 2037, 1421, 2055]
earth-tree-illustration — [620, 1080, 870, 1310]
sudoku-solution-cell: 7 — [1331, 2163, 1349, 2181]
sudoku-cell[interactable] — [1218, 1852, 1249, 1883]
sudoku-solution-cell: 7 — [1421, 2145, 1439, 2163]
sudoku-solution-cell: 6 — [1349, 2127, 1367, 2145]
record-bhangila-title: ରେକର୍ଡ ଭାଙ୍ଗିଲା — [40, 776, 291, 820]
sudoku-cell[interactable] — [1218, 1728, 1249, 1759]
letter2-author: -ବିଜୟ ବିଶ୍ୱାଳ, କଳାଘାଟି, ଆଳି, କେନ୍ଦ୍ରାପଡ଼ା — [1298, 1040, 1494, 1053]
contact-email3[interactable]: :mikut1@yahoo.com (Use only for advertisements, commercial queries) — [1225, 1400, 1447, 1427]
sudoku-solution-cell: 4 — [1385, 2037, 1403, 2055]
sudoku-solution-cell: 5 — [1421, 2091, 1439, 2109]
envelope-icon — [1164, 12, 1204, 38]
pachisha-date: ୫ ଜୁନ, ୧୯୮୭ — [1380, 1487, 1485, 1511]
pachisha-list — [1170, 1546, 1494, 1666]
sudoku-solution-cell: 8 — [1403, 2073, 1421, 2091]
sudoku-cell[interactable] — [1466, 1852, 1497, 1883]
sudoku-solution-cell: 5 — [1331, 2037, 1349, 2055]
masthead-quote — [338, 8, 936, 72]
sudoku-solution-cell: 8 — [1457, 2145, 1475, 2163]
sudoku-cell[interactable] — [1218, 1790, 1249, 1821]
sudoku-cell[interactable] — [1249, 1759, 1280, 1790]
india-map-icon — [10, 194, 50, 230]
sudoku-brand: su|do|ku — [1184, 1674, 1275, 1699]
banyaprani-col1-text: ସାରା ବିଶ୍ୱରେ ଶିକାରୀଙ୍କ ଉପଦ୍ରବ ବଢ଼ୁଛି । ଭାରତୀୟ ବନ୍ୟପ୍ରାଣୀ (ସୁରକ୍ଷା) ଆଇନ ୧୯୭୨ ଅନୁସାରେ ବନ୍ୟପ୍ରାଣୀଙ୍କ ଶିକାର କରିବା, ଚୋରା ଚାଲାଣ କରିବା ଦଣ୍ଡନୀୟ ଅପରାଧ । ଏହି ଆଇନରେ ବାଘ, ହାତୀ, ଗଣ୍ଡା, ଭାଲୁ ଭଳି ପ୍ରାଣୀଙ୍କୁ ସୁରକ୍ଷା ଦିଆଯାଇଛି । କିନ୍ତୁ ସଂଗଠିତ ଅପରାଧୀ ଗୋଷ୍ଠୀ ଅନ୍ତର୍ଜାତିକ ବଜାରରେ ଏହି ପ୍ରାଣୀଙ୍କ ଅଙ୍ଗପ୍ରତ୍ୟଙ୍ଗ ବିକ୍ରି କରୁଛନ୍ତି । ବାଘ ଚମଡ଼ା, ହାତୀ ଦାନ୍ତ, ଗଣ୍ଡା ଶିଙ୍ଗ ଭଳି ଜିନିଷର ଚାହିଦା ଅଧିକ । ଏହା ଫଳରେ ବିଭିନ୍ନ ପ୍ରଜାତି ବିଲୁପ୍ତି ପଥରେ । ଓଡ଼ିଶାର ସିମିଳିପାଳ, ସାତକୋଶିଆ ଭଳି ଜଙ୍ଗଲରେ ମଧ୍ୟ ଶିକାର ଘଟଣା ଘଟୁଛି । ବନ ବିଭାଗର କର୍ମଚାରୀ ଅଭାବ ଓ ଆଧୁନିକ ସରଞ୍ଜାମର ଅଭାବ ଏହି ସମସ୍ୟାକୁ ଜଟିଳ କରୁଛି । ସ୍ଥାନୀୟ ଲୋକଙ୍କ ସହଯୋଗ ବିନା ଏହାକୁ ରୋକିବା ସମ୍ଭବ ନୁହେଁ । ଏଥିପାଇଁ ସଚେତନତା ବୃଦ୍ଧି ଆବଶ୍ୟକ । — [6, 1625, 324, 1813]
sudoku-cell[interactable] — [1218, 1821, 1249, 1852]
sudoku-solution-cell: 6 — [1457, 2181, 1475, 2199]
pachisha-banner — [1170, 1478, 1494, 1540]
sudoku-cell[interactable] — [1249, 1976, 1280, 2007]
sudoku-solution-cell: 8 — [1421, 2127, 1439, 2145]
sudoku-solution-cell: 9 — [1367, 2181, 1385, 2199]
letter3-author: -କୃଷ୍ଣଚନ୍ଦ୍ର ମିଶ୍ର, ପିତାକପିଶ କଲୋନୀ, ପୁରୀ-୨ — [1288, 1238, 1494, 1251]
paribesh-col3: ମାତ୍ର ବର୍ତ୍ତମାନ ଅଧିକ ଉତ୍ପାଦନ ଓ ଭୋଗବାଦୀ ସଂସ୍କୃତି ପରିବେଶ ଉପରେ ଚାପ ପକାଉଛି । ସବୁଜ ଅର୍ଥନୀତି ଏହି ଚାପ କମାଇବାର ମାର୍ଗ । ଏଥିରେ ପ୍ରାକୃତିକ ପୁଞ୍ଜିକୁ ଅର୍ଥନୈତିକ ହିସାବରେ ସାମିଲ କରାଯାଏ । ଜଙ୍ଗଲ, ଜଳ, ମାଟି, ଜୈବ ବିବିଧତା ଭଳି ସମ୍ପଦର ମୂଲ୍ୟ ନିରୂପଣ କରାଯାଏ । ଏହା ଦ୍ୱାରା ବିକାଶ ଯୋଜନା ପ୍ରସ୍ତୁତ କରିବା ସମୟରେ ପରିବେଶ ଉପରେ ପଡ଼ୁଥିବା ପ୍ରଭାବ ଆକଳନ କରାଯାଇପାରେ । ଗ୍ରାମାଞ୍ଚଳରେ ସାମୁହିକ ଜଙ୍ଗଲ ପରିଚାଳନା ସଫଳ ହୋଇଛି । ସ୍ଥାନୀୟ ଲୋକଙ୍କ ଅଂଶଗ୍ରହଣ ଦ୍ୱାରା ଜଙ୍ଗଲ ସୁରକ୍ଷିତ ରହିଛି । ଏହା ସବୁଜ ଅର୍ଥନୀତିର ଏକ ଉଦାହରଣ । ଶିକ୍ଷା ଓ ସଚେତନତା ମାଧ୍ୟମରେ ନୂଆ ପିଢ଼ିକୁ ଏହି ଦିଗରେ ପ୍ରେରିତ କରିବା ଦରକାର । ଭବିଷ୍ୟତ ପିଢ଼ି ପାଇଁ ଏକ ସୁସ୍ଥ ପୃଥିବୀ ଛାଡ଼ିଯିବା ଆମ ସମସ୍ତଙ୍କ ଦାୟିତ୍ୱ । ପରିବେଶ ସୁରକ୍ଷା କେବଳ ସରକାରୀ ଦାୟିତ୍ୱ ନୁହେଁ, ଏହା ପ୍ରତ୍ୟେକ ନାଗରିକଙ୍କ କର୍ତ୍ତବ୍ୟ । — [749, 1317, 1146, 1474]
sudoku-footer: ପୂର୍ବ ଦିନର ସୁ-ଡୋ-କୁ ଉତ୍ତର ପ୍ରକାଶ ପାଇଲା । — [1233, 2014, 1437, 2027]
sudoku-solution-cell: 2 — [1367, 2091, 1385, 2109]
sudoku-solution-cell: 3 — [1367, 2109, 1385, 2127]
sudoku-cell[interactable]: 6 — [1290, 1887, 1301, 1909]
dropcap: ଶୀ — [6, 240, 35, 273]
sudoku-solution-cell: 6 — [1367, 2163, 1385, 2181]
sudoku-cell[interactable] — [1435, 1759, 1466, 1790]
paribesh-col1-text: ପୃଥିବୀ, ପ୍ରକୃତି ଓ ପରିବେଶ-ଏ ତିନିଟି ଶବ୍ଦ ଗୋଟିଏ ସୂତ୍ରରେ ବନ୍ଧା । ମଣିଷ ପ୍ରକୃତିର ସନ୍ତାନ । ପ୍ରକୃତି ବିନା ମଣିଷର ଅସ୍ତିତ୍ୱ ସମ୍ଭବ ନୁହେଁ । ବିକାଶର ଦୌଡ଼ରେ ମଣିଷ ପ୍ରକୃତିକୁ ଅବହେଳା କରିଛି । ଜଙ୍ଗଲ କାଟି ଶିଳ୍ପ ସ୍ଥାପନ କରିଛି । ନଦୀ ପ୍ରଦୂଷିତ ହୋଇଛି । ବାୟୁ ବିଷାକ୍ତ ହୋଇଛି । ଏହାର ଫଳରେ ଜଳବାୟୁ ପରିବର୍ତ୍ତନ ଘଟୁଛି । ବିଶ୍ୱର ତାପମାତ୍ରା ବଢ଼ୁଛି । ମେରୁ ଅଞ୍ଚଳର ବରଫ ତରଳୁଛି । ସମୁଦ୍ର ଜଳସ୍ତର ବଢ଼ୁଛି । ଏହି ସ୍ଥିତିରେ ସବୁଜ ଅର୍ଥନୀତିର ଧାରଣା ଉଭା ହୋଇଛି । ସବୁଜ ଅର୍ଥନୀତି ହେଉଛି ଏପରି ଏକ ଅର୍ଥନୈତିକ ବ୍ୟବସ୍ଥା ଯେଉଁଥିରେ ପରିବେଶର କ୍ଷତି ନ କରି ବିକାଶ ହୁଏ । ଏଥିରେ ଅକ୍ଷୟ ଶକ୍ତି ବ୍ୟବହାର, ପ୍ରଦୂଷଣ ନିୟନ୍ତ୍ରଣ, ପ୍ରାକୃତିକ ସମ୍ପଦର ସୁଚିନ୍ତିତ ବ୍ୟବହାର ଉପରେ ଗୁରୁତ୍ୱ ଦିଆଯାଏ । ଜାତିସଂଘ ପରିବେଶ କାର୍ଯ୍ୟକ୍ରମ ଏହାକୁ ପ୍ରୋତ୍ସାହନ ଦେଉଛି । ବିଶ୍ୱର ଅନେକ ଦେଶ ଏହି ଦିଗରେ ପଦକ୍ଷେପ ନେଉଛନ୍ତି । ଭାରତ ମଧ୍ୟ ସୌରଶକ୍ତି ଓ ପବନ ଶକ୍ତି ଉପରେ ଗୁରୁତ୍ୱ ଦେଉଛି । କୃଷି କ୍ଷେତ୍ରରେ ଜୈବିକ ଚାଷକୁ ପ୍ରୋତ୍ସାହନ ଦିଆଯାଉଛି । ସବୁଜ ଅର୍ଥନୀତି ଦ୍ୱାରା ନୂଆ ନିଯୁକ୍ତି ସୁଯୋଗ ସୃଷ୍ଟି ହେବ । ଦାରିଦ୍ର୍ୟ ହ୍ରାସ ପାଇବ । ସମାଜରେ ସମାନତା ଆସିବ । ପରିବେଶ ସୁରକ୍ଷିତ ରହିବ । କିନ୍ତୁ ଏଥିପାଇଁ ସରକାର, ଶିଳ୍ପ ସଂସ୍ଥା ଓ ସାଧାରଣ ଲୋକଙ୍କ ମିଳିତ ଉଦ୍ୟମ ଦରକାର । ପ୍ରତ୍ୟେକ ବ୍ୟକ୍ତି ନିଜ ଦୈନନ୍ଦିନ ଜୀବନରେ ଶକ୍ତି ସଞ୍ଚୟ, ଜଳ ସଂରକ୍ଷଣ ଓ ବୃକ୍ଷରୋପଣ କରି ଏଥିରେ ଯୋଗଦାନ ଦେଇପାରିବେ । ପ୍ଲାଷ୍ଟିକ ବ୍ୟବହାର କମାଇବା, ସାଇକେଲ ବ୍ୟବହାର କରିବା ଭଳି ଛୋଟ ଛୋଟ ପଦକ୍ଷେପ ମଧ୍ୟ ବଡ଼ ପରିବର୍ତ୍ତନ ଆଣିପାରେ । ଶିଳ୍ପ କ୍ଷେତ୍ରରେ ସ୍ୱଚ୍ଛ ପ୍ରଯୁକ୍ତି ଗ୍ରହଣ କରିବା ଆବଶ୍ୟକ । — [338, 817, 734, 1085]
sudoku-cell[interactable] — [1404, 1945, 1435, 1976]
sudoku-solution-cell: 1 — [1403, 2163, 1421, 2181]
sudoku-solution-cell: 4 — [1403, 2181, 1421, 2199]
dropcap: ଏ — [6, 826, 28, 859]
sudoku-cell[interactable] — [1249, 1914, 1280, 1945]
sudoku-solution-cell: 8 — [1385, 2163, 1403, 2181]
sudoku-cell[interactable] — [1404, 1790, 1435, 1821]
sudoku-cell[interactable] — [1342, 1790, 1373, 1821]
paper-name: ଧରିତ୍ରୀ — [950, 12, 1044, 47]
sudoku-solution-cell: 4 — [1403, 2109, 1421, 2127]
banyaprani-side-label: ସବ୍ୟସାଚୀ ରଥ — [6, 1596, 88, 1612]
sudoku-cell[interactable] — [1311, 1852, 1342, 1883]
sudoku-solution-cell: 2 — [1421, 2163, 1439, 2181]
sudoku-cell[interactable]: 4 — [1352, 1763, 1363, 1785]
sudoku-solution-cell: 3 — [1331, 2055, 1349, 2073]
sudoku-solution-cell: 2 — [1403, 2127, 1421, 2145]
sudoku-cell[interactable] — [1435, 1914, 1466, 1945]
poem-line: ରୋହିଛେ ତୋର ନୂତନ କରଣୀ । — [94, 108, 226, 123]
sudoku-cell[interactable] — [1249, 1945, 1280, 1976]
sudoku-solution-cell: 6 — [1385, 2091, 1403, 2109]
pathaka-header — [1160, 6, 1494, 44]
sudoku-solution-cell: 6 — [1475, 2037, 1493, 2055]
sudoku-cell[interactable]: 9 — [1383, 1732, 1394, 1754]
letter3-body: ବର୍ତ୍ତମାନ ଧର୍ମପରାୟଣ ଓ ଦୁର୍ନୀତି ରୋକିବାକୁ ଚେଷ୍ଟା ନାମରେ ସରକାର ମୂଲ୍ୟ ବିତରଣ ସୀମା ନିର୍ଦ୍ଧାରଣ କରୁଛନ୍ତି । ଏହି ଯୋଜନାରେ ଜନସାଧାରଣ ଉପକୃତ ହେଉ ନାହାଁନ୍ତି । ଧର୍ମ ଓ ଆଧ୍ୟାତ୍ମିକତା ସହ ସମ୍ପୃକ୍ତ ସଂସ୍ଥାଗୁଡ଼ିକ ଉପରେ ନଜର ରଖିବା ଦରକାର । ସାଧାରଣ ଲୋକଙ୍କ ସମସ୍ୟା ପ୍ରତି ସରକାର ଧ୍ୟାନ ଦେବା ଉଚିତ । — [1166, 1097, 1494, 1174]
sudoku-cell[interactable] — [1218, 1976, 1249, 2007]
pathaka-title: ପାଠକ ଶ୍ରେଷ୍ଠ ବିଚାରକ — [1210, 8, 1438, 36]
sudoku-grid[interactable] — [1218, 1728, 1497, 2007]
sudoku-cell[interactable] — [1311, 1821, 1342, 1852]
